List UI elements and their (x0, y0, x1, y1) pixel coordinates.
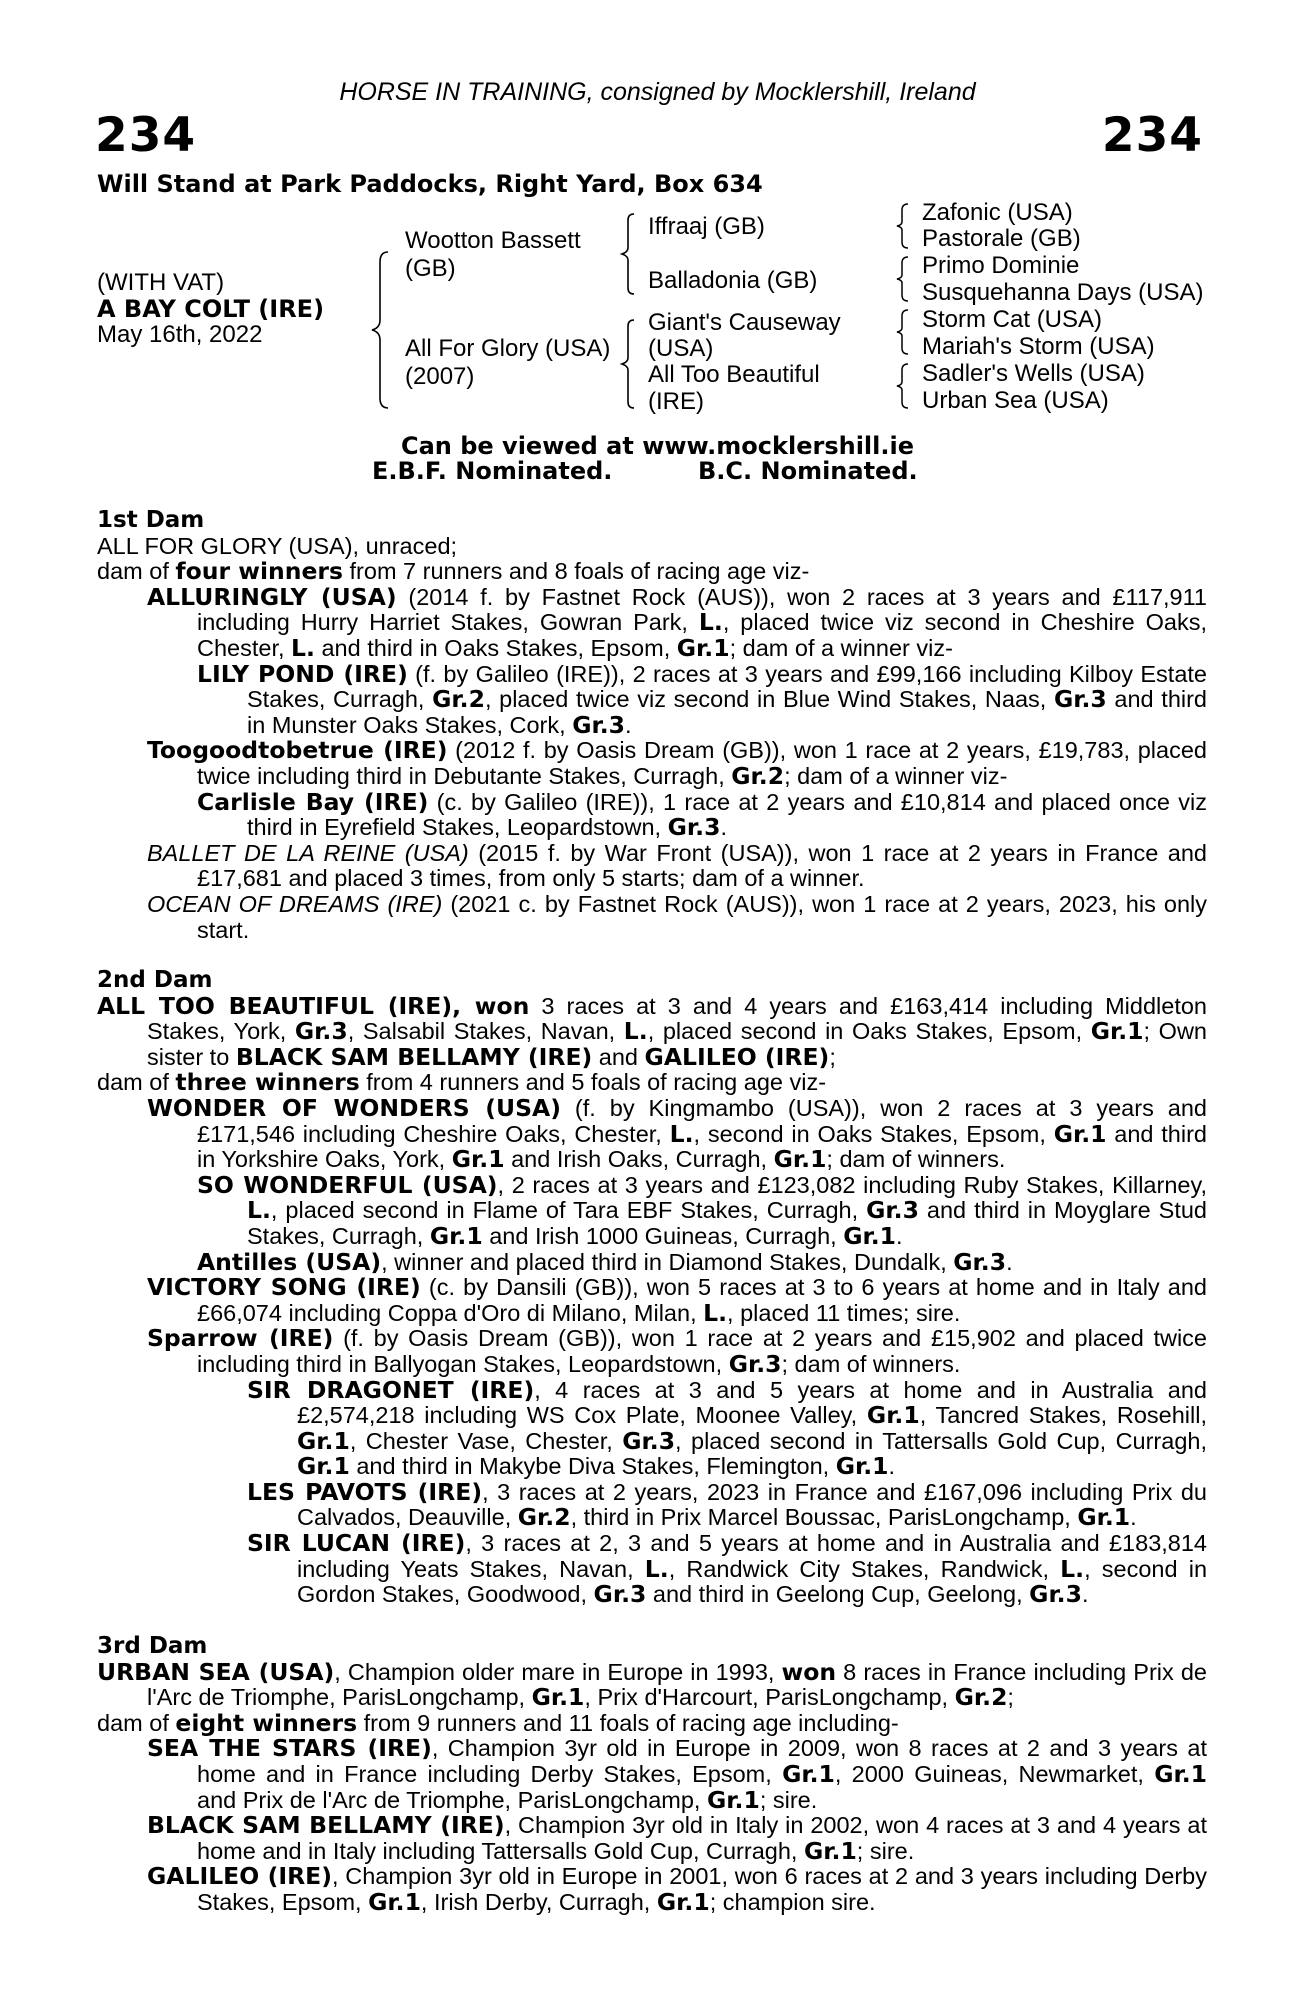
third-dam-heading: 3rd Dam (97, 1633, 208, 1659)
second-dam-record: ALL TOO BEAUTIFUL (IRE), won 3 races at 3 and 4 years and £163,414 including Middleton Stakes, York, Gr.3, Salsabil Stakes, Navan, L., placed second in Oaks Stakes, Epsom, Gr.1; Own sister to BLACK SAM BELLAMY (IRE) and GALILEO (IRE); (97, 991, 1207, 1071)
produce-wonder-of-wonders: WONDER OF WONDERS (USA) (f. by Kingmambo (USA)), won 2 races at 3 years and £171,546 including Cheshire Oaks, Chester, L., second in Oaks Stakes, Epsom, Gr.1 and third in Yorkshire Oaks, York, Gr.1 and Irish Oaks, Curragh, Gr.1; dam of winners. (147, 1093, 1207, 1174)
dam-sire-name: Giant's Causeway (648, 309, 841, 336)
ssd: Pastorale (GB) (922, 225, 1081, 252)
sdd: Susquehanna Days (USA) (922, 279, 1204, 306)
produce-toogoodtobetrue: Toogoodtobetrue (IRE) (2012 f. by Oasis Dream (GB)), won 1 race at 2 years, £19,783, placed twice including third in Debutante Stakes, Curragh, Gr.2; dam of a winner viz- (147, 736, 1207, 790)
first-dam-heading: 1st Dam (97, 507, 205, 533)
pedigree-brace-sd (894, 255, 914, 303)
produce-galileo: GALILEO (IRE), Champion 3yr old in Europe in 2001, won 6 races at 2 and 3 years including Derby Stakes, Epsom, Gr.1, Irish Derby, Curragh, Gr.1; champion sire. (147, 1862, 1207, 1916)
pedigree-brace-dd (894, 362, 914, 410)
produce-lily-pond: LILY POND (IRE) (f. by Galileo (IRE)), 2 races at 3 years and £99,166 including Kilboy Estate Stakes, Curragh, Gr.2, placed twice viz second in Blue Wind Stakes, Naas, Gr.3 and third in Munster Oaks Stakes, Cork, Gr.3. (197, 659, 1208, 739)
produce-so-wonderful: SO WONDERFUL (USA), 2 races at 3 years and £123,082 including Ruby Stakes, Killarney, L., placed second in Flame of Tara EBF Stakes, Curragh, Gr.3 and third in Moyglare Stud Stakes, Curragh, Gr.1 and Irish 1000 Guineas, Curragh, Gr.1. (197, 1170, 1207, 1250)
bc-nominated: B.C. Nominated. (698, 457, 918, 485)
ebf-nominated: E.B.F. Nominated. (372, 457, 613, 485)
lot-number-left: 234 (95, 108, 197, 163)
second-dam-section (97, 968, 1207, 1608)
produce-les-pavots: LES PAVOTS (IRE), 3 races at 2 years, 2023 in France and £167,096 including Prix du Calvados, Deauville, Gr.2, third in Prix Marcel Boussac, ParisLongchamp, Gr.1. (247, 1477, 1207, 1532)
sire-name: Wootton Bassett (405, 227, 581, 254)
third-dam-section (97, 1634, 1207, 1916)
first-dam-intro: ALL FOR GLORY (USA), unraced; (97, 532, 458, 559)
first-dam-produce-summary: dam of four winners from 7 runners and 8 foals of racing age viz- (97, 557, 810, 586)
produce-victory-song: VICTORY SONG (IRE) (c. by Dansili (GB)), won 5 races at 3 to 6 years at home and in Italy and £66,074 including Coppa d'Oro di Milano, Milan, L., placed 11 times; sire. (147, 1273, 1207, 1327)
sire-origin: (GB) (405, 255, 456, 282)
dam-dam-origin: (IRE) (648, 388, 704, 415)
pedigree-brace-ds (894, 308, 914, 356)
produce-sir-dragonet: SIR DRAGONET (IRE), 4 races at 3 and 5 years at home and in Australia and £2,574,218 including WS Cox Plate, Moonee Valley, Gr.1, Tancred Stakes, Rosehill, Gr.1, Chester Vase, Chester, Gr.3, placed second in Tattersalls Gold Cup, Curragh, Gr.1 and third in Makybe Diva Stakes, Flemington, Gr.1. (247, 1375, 1207, 1481)
third-dam-record: URBAN SEA (USA), Champion older mare in Europe in 1993, won 8 races in France including Prix de l'Arc de Triomphe, ParisLongchamp, Gr.1, Prix d'Harcourt, ParisLongchamp, Gr.2; (97, 1657, 1207, 1712)
pedigree-brace-main (368, 250, 398, 410)
dds: Sadler's Wells (USA) (922, 360, 1145, 387)
first-dam-section (97, 508, 1207, 943)
sds: Primo Dominie (922, 252, 1080, 279)
produce-sparrow: Sparrow (IRE) (f. by Oasis Dream (GB)), won 1 race at 2 years and £15,902 and placed twice including third in Ballyogan Stakes, Leopardstown, Gr.3; dam of winners. (147, 1324, 1208, 1378)
pedigree-brace-dam (618, 318, 642, 410)
produce-ballet-de-la-reine: BALLET DE LA REINE (USA) (2015 f. by War Front (USA)), won 1 race at 2 years in France and £17,681 and placed 3 times, from only 5 starts; dam of a winner. (147, 839, 1207, 892)
produce-alluringly: ALLURINGLY (USA) (2014 f. by Fastnet Rock (AUS)), won 2 races at 3 years and £117,911 including Hurry Harriet Stakes, Gowran Park, L., placed twice viz second in Cheshire Oaks, Chester, L. and third in Oaks Stakes, Epsom, Gr.1; dam of a winner viz- (147, 582, 1208, 662)
produce-sea-the-stars: SEA THE STARS (IRE), Champion 3yr old in Europe in 2009, won 8 races at 2 and 3 years at home and in France including Derby Stakes, Epsom, Gr.1, 2000 Guineas, Newmarket, Gr.1 and Prix de l'Arc de Triomphe, ParisLongchamp, Gr.1; sire. (147, 1734, 1208, 1814)
pedigree-brace-sire (618, 212, 642, 296)
horse-name: A BAY COLT (IRE) (97, 295, 325, 323)
dss: Storm Cat (USA) (922, 306, 1103, 333)
sire-sire: Iffraaj (GB) (648, 213, 765, 240)
dsd: Mariah's Storm (USA) (922, 333, 1155, 360)
view-online-note: Can be viewed at www.mocklershill.ie (400, 432, 914, 460)
consignor-header: HORSE IN TRAINING, consigned by Mocklershill, Ireland (339, 78, 976, 106)
dam-name: All For Glory (USA) (405, 335, 611, 362)
ddd: Urban Sea (USA) (922, 387, 1109, 414)
second-dam-produce-summary: dam of three winners from 4 runners and 5 foals of racing age viz- (97, 1068, 827, 1097)
dam-dam-name: All Too Beautiful (648, 361, 820, 388)
lot-number-right: 234 (1101, 108, 1203, 163)
produce-carlisle-bay: Carlisle Bay (IRE) (c. by Galileo (IRE)), 1 race at 2 years and £10,814 and placed once viz third in Eyrefield Stakes, Leopardstown, Gr.3. (197, 787, 1208, 842)
sire-dam: Balladonia (GB) (648, 267, 818, 294)
pedigree-brace-ss (894, 202, 914, 250)
produce-ocean-of-dreams: OCEAN OF DREAMS (IRE) (2021 c. by Fastnet Rock (AUS)), won 1 race at 2 years, 2023, his only start. (147, 890, 1207, 943)
foaling-date: May 16th, 2022 (97, 321, 263, 348)
produce-black-sam-bellamy: BLACK SAM BELLAMY (IRE), Champion 3yr old in Italy in 2002, won 4 races at 3 and 4 years at home and in Italy including Tattersalls Gold Cup, Curragh, Gr.1; sire. (147, 1811, 1207, 1865)
stand-location: Will Stand at Park Paddocks, Right Yard, Box 634 (97, 170, 763, 198)
second-dam-heading: 2nd Dam (97, 967, 213, 993)
vat-note: (WITH VAT) (97, 269, 225, 296)
produce-antilles: Antilles (USA), winner and placed third in Diamond Stakes, Dundalk, Gr.3. (197, 1247, 1013, 1276)
third-dam-produce-summary: dam of eight winners from 9 runners and 11 foals of racing age including- (97, 1708, 899, 1737)
dam-sire-origin: (USA) (648, 335, 714, 362)
dam-year: (2007) (405, 363, 475, 390)
sss: Zafonic (USA) (922, 199, 1073, 226)
produce-sir-lucan: SIR LUCAN (IRE), 3 races at 2, 3 and 5 years at home and in Australia and £183,814 including Yeats Stakes, Navan, L., Randwick City Stakes, Randwick, L., second in Gordon Stakes, Goodwood, Gr.3 and third in Geelong Cup, Geelong, Gr.3. (247, 1529, 1208, 1609)
